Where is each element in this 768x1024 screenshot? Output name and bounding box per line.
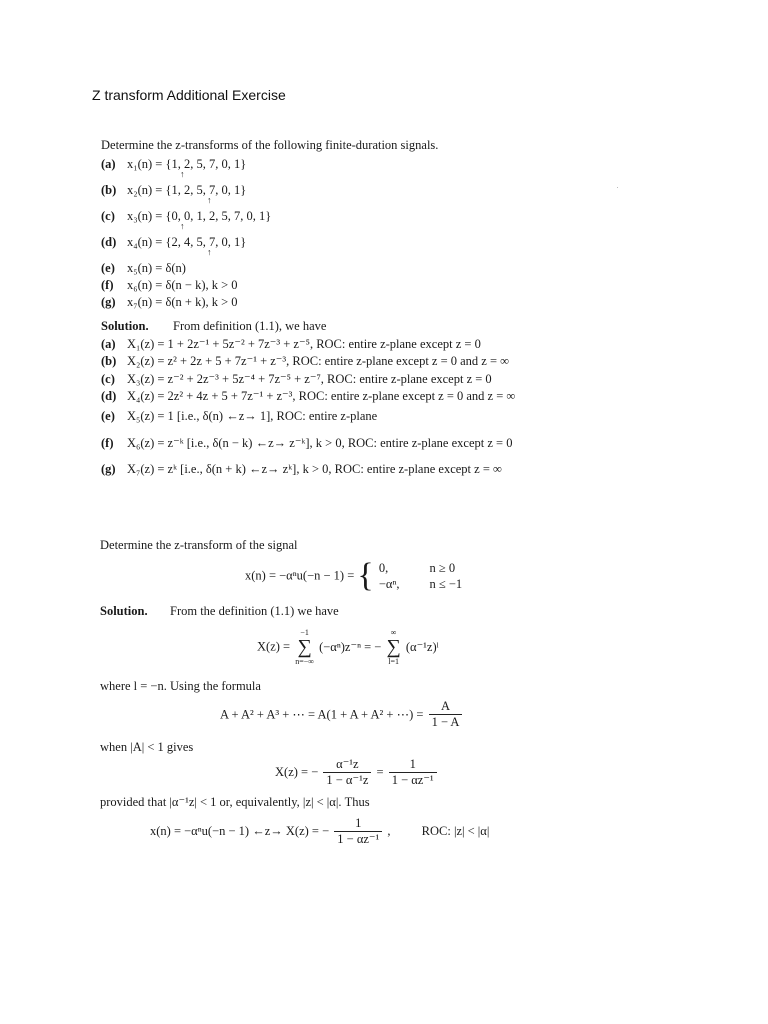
numerator: α⁻¹z [323, 758, 371, 773]
solution-label: Solution. [101, 319, 149, 333]
denominator: 1 − αz⁻¹ [337, 832, 380, 846]
exercise1-item-b [101, 183, 246, 197]
exercise1-solution-e [101, 409, 377, 423]
exercise1-item-c [101, 209, 271, 223]
solution-item-label: (f) [101, 436, 114, 450]
exercise1-solution-intro [101, 319, 326, 333]
eq2-lhs: A + A² + A³ + ⋯ = A(1 + A + A² + ⋯) = [220, 707, 424, 722]
equals-sign: = [376, 765, 384, 779]
exercise1-solution-d [101, 389, 515, 403]
item-label: (f) [101, 278, 114, 292]
summation-equation [257, 628, 439, 666]
signal-definition [245, 557, 470, 594]
numerator: 1 [334, 817, 382, 832]
numerator: 1 [389, 758, 437, 773]
fraction [429, 700, 463, 729]
exercise1-item-a [101, 157, 246, 171]
signal-cases [377, 560, 470, 592]
exercise1-prompt: Determine the z-transforms of the following finite-duration signals. [101, 138, 439, 152]
where-text: where l = −n. Using the formula [100, 679, 261, 693]
case-condition: n ≤ −1 [429, 577, 463, 591]
exercise2-prompt: Determine the z-transform of the signal [100, 538, 298, 552]
exercise2-solution-intro [100, 604, 339, 618]
numerator: A [429, 700, 463, 715]
fraction [334, 817, 382, 846]
exercise1-item-f [101, 278, 238, 292]
solution-item-text: X₇(z) = zᵏ [i.e., δ(n + k) ←z→ zᵏ], k > 0, ROC: entire z-plane except z = ∞ [127, 462, 502, 476]
when-text: when |A| < 1 gives [100, 740, 194, 754]
result-equation [275, 758, 439, 787]
summation-1 [295, 628, 314, 666]
exercise1-solution-f [101, 436, 512, 450]
item-label: (d) [101, 235, 117, 249]
stray-mark [617, 187, 618, 188]
eq1-lhs: X(z) = [257, 639, 291, 654]
exercise1-solution-a [101, 337, 481, 351]
page-title: Z transform Additional Exercise [92, 87, 286, 103]
item-text: x₆(n) = δ(n − k), k > 0 [127, 278, 238, 292]
solution-item-label: (e) [101, 409, 115, 423]
item-label: (g) [101, 295, 116, 309]
sum2-body: (α⁻¹z)ˡ [405, 640, 439, 654]
exercise1-solution-b [101, 354, 509, 368]
origin-arrow: ↑ [207, 247, 212, 257]
solution-intro-text: From definition (1.1), we have [173, 319, 327, 333]
sigma-symbol: ∑ [386, 636, 401, 658]
solution-item-text: X₆(z) = z⁻ᵏ [i.e., δ(n − k) ←z→ z⁻ᵏ], k > 0, ROC: entire z-plane except z = 0 [127, 436, 513, 450]
solution-intro-text: From the definition (1.1) we have [170, 604, 339, 618]
fraction [323, 758, 371, 787]
solution-item-label: (d) [101, 389, 117, 403]
solution-item-label: (a) [101, 337, 116, 351]
eq4-lhs: x(n) = −αⁿu(−n − 1) ←z→ X(z) = − [150, 824, 330, 838]
origin-arrow: ↑ [180, 169, 185, 179]
item-text: x₁(n) = {1, 2, 5, 7, 0, 1} [127, 157, 247, 171]
case-value: −αⁿ, [378, 577, 400, 591]
solution-item-text: X₃(z) = z⁻² + 2z⁻³ + 5z⁻⁴ + 7z⁻⁵ + z⁻⁷, ROC: entire z-plane except z = 0 [127, 372, 492, 386]
solution-label: Solution. [100, 604, 148, 618]
item-label: (a) [101, 157, 116, 171]
sum-lower-limit: l=1 [388, 657, 399, 666]
sum-upper-limit: ∞ [390, 628, 397, 637]
fraction [389, 758, 437, 787]
solution-item-label: (g) [101, 462, 116, 476]
eq4-tail: , [387, 824, 391, 838]
solution-item-text: X₁(z) = 1 + 2z⁻¹ + 5z⁻² + 7z⁻³ + z⁻⁵, ROC: entire z-plane except z = 0 [127, 337, 481, 351]
denominator: 1 − α⁻¹z [326, 773, 369, 787]
item-text: x₅(n) = δ(n) [127, 261, 186, 275]
origin-arrow: ↑ [180, 221, 185, 231]
transform-pair-equation [150, 817, 489, 846]
signal-lhs: x(n) = −αⁿu(−n − 1) = [245, 568, 355, 583]
sigma-symbol: ∑ [297, 636, 312, 658]
exercise1-solution-g [101, 462, 502, 476]
solution-item-label: (b) [101, 354, 117, 368]
item-text: x₄(n) = {2, 4, 5, 7, 0, 1} [127, 235, 247, 249]
exercise1-item-g [101, 295, 238, 309]
item-text: x₂(n) = {1, 2, 5, 7, 0, 1} [127, 183, 247, 197]
exercise1-solution-c [101, 372, 492, 386]
case-condition: n ≥ 0 [429, 561, 456, 575]
geometric-series-equation [220, 700, 464, 729]
left-brace: { [357, 557, 374, 594]
exercise1-item-d [101, 235, 246, 249]
solution-item-label: (c) [101, 372, 115, 386]
provided-text: provided that |α⁻¹z| < 1 or, equivalently, |z| < |α|. Thus [100, 795, 370, 809]
solution-item-text: X₂(z) = z² + 2z + 5 + 7z⁻¹ + z⁻³, ROC: entire z-plane except z = 0 and z = ∞ [127, 354, 510, 368]
denominator: 1 − A [431, 715, 460, 729]
case-value: 0, [378, 561, 389, 575]
origin-arrow: ↑ [207, 195, 212, 205]
item-label: (c) [101, 209, 115, 223]
sum1-body: (−αⁿ)z⁻ⁿ = − [319, 640, 382, 654]
item-label: (e) [101, 261, 115, 275]
sum-upper-limit: −1 [300, 628, 309, 637]
roc-text: ROC: |z| < |α| [421, 824, 490, 838]
summation-2 [386, 628, 400, 666]
denominator: 1 − αz⁻¹ [391, 773, 434, 787]
exercise1-item-e [101, 261, 186, 275]
item-text: x₃(n) = {0, 0, 1, 2, 5, 7, 0, 1} [127, 209, 272, 223]
eq3-lhs: X(z) = − [275, 765, 319, 779]
item-label: (b) [101, 183, 117, 197]
solution-item-text: X₄(z) = 2z² + 4z + 5 + 7z⁻¹ + z⁻³, ROC: entire z-plane except z = 0 and z = ∞ [127, 389, 516, 403]
item-text: x₇(n) = δ(n + k), k > 0 [127, 295, 238, 309]
solution-item-text: X₅(z) = 1 [i.e., δ(n) ←z→ 1], ROC: entire z-plane [127, 409, 378, 423]
sum-lower-limit: n=−∞ [295, 657, 314, 666]
